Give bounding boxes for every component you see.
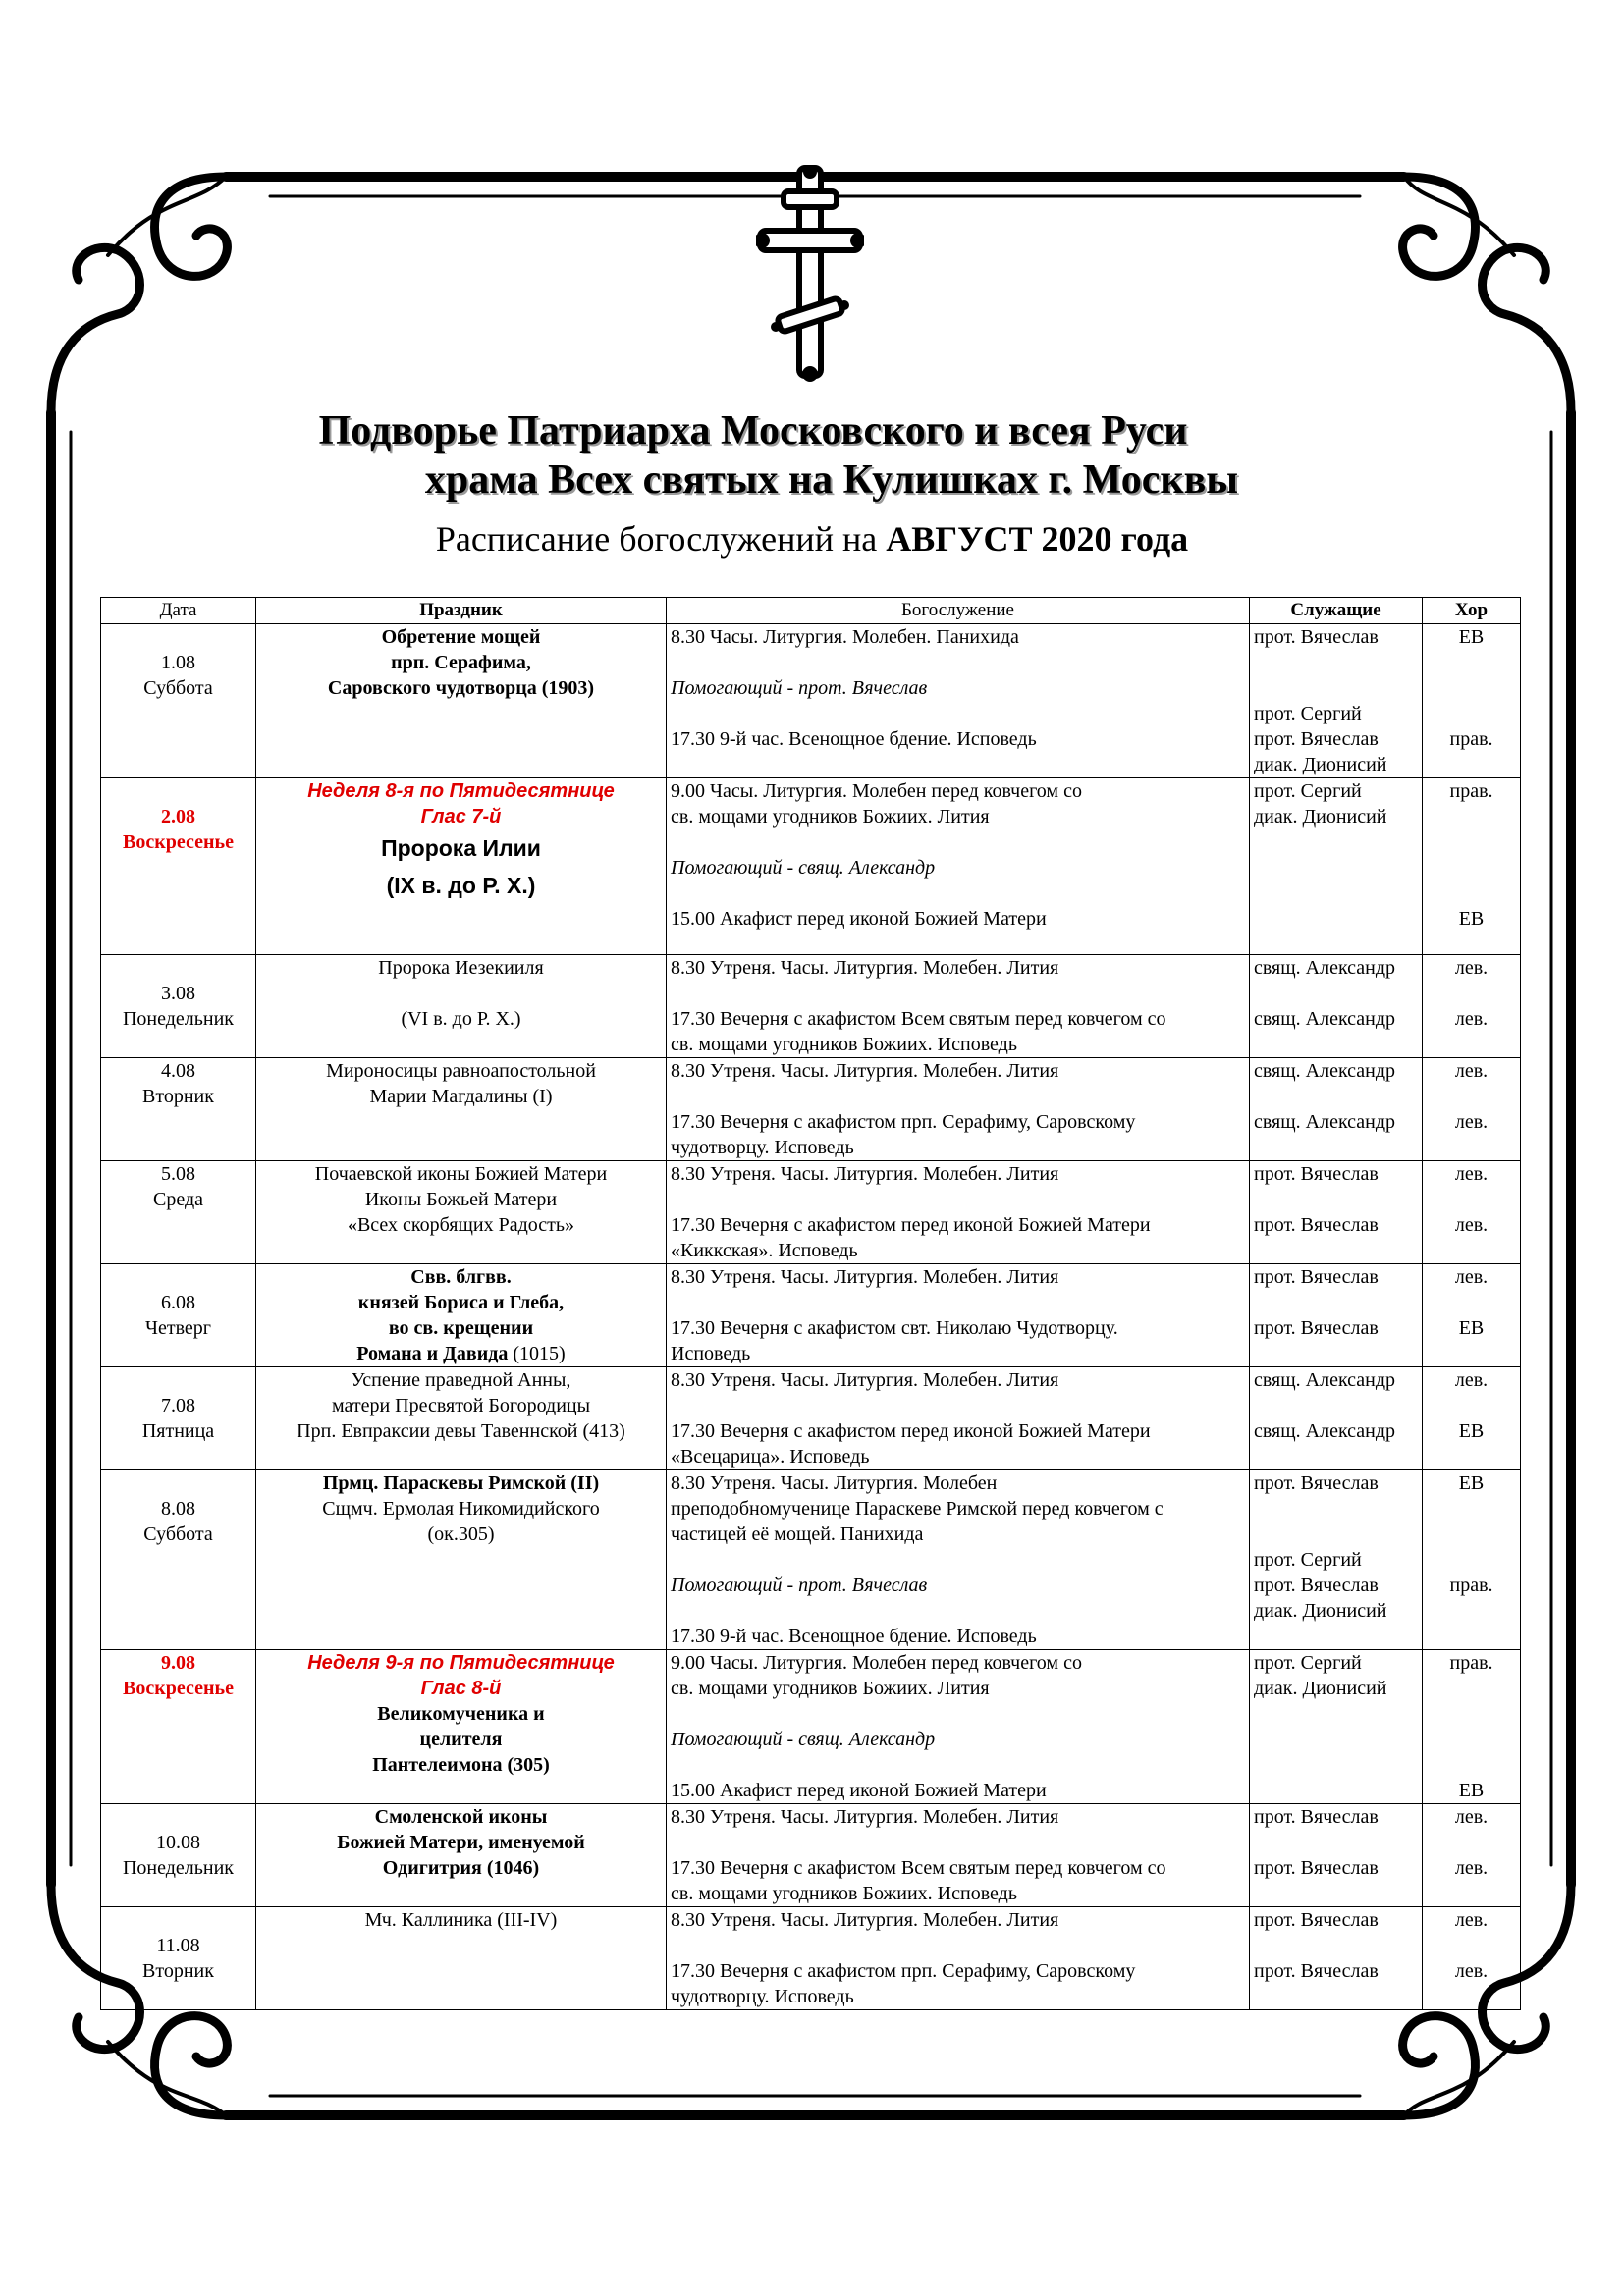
service-line: 17.30 Вечерня с акафистом Всем святым перед ковчегом со [671, 1857, 1166, 1879]
clergy-line: свящ. Александр [1254, 957, 1396, 979]
choir-line: лев. [1454, 1857, 1489, 1879]
clergy-line: прот. Сергий [1254, 780, 1362, 802]
service-line: 17.30 Вечерня с акафистом Всем святым перед ковчегом со [671, 1008, 1166, 1030]
cell-clergy [1250, 1470, 1423, 1650]
choir-line: прав. [1449, 780, 1493, 802]
date-value: 7.08 [161, 1395, 195, 1416]
choir-line: прав. [1449, 1652, 1493, 1674]
feast-line: (VI в. до Р. Х.) [401, 1008, 521, 1030]
service-line: св. мощами угодников Божиих. Исповедь [671, 1883, 1017, 1904]
choir-line: лев. [1454, 1111, 1489, 1133]
cell-date [101, 1161, 256, 1264]
clergy-line: свящ. Александр [1254, 1008, 1396, 1030]
date-value: 10.08 [156, 1832, 200, 1853]
choir-line [1427, 1676, 1516, 1701]
cell-services [667, 955, 1250, 1058]
cell-feast [256, 1058, 667, 1161]
choir-line: ЕВ [1458, 1780, 1485, 1801]
cell-services [667, 624, 1250, 778]
cell-services [667, 1161, 1250, 1264]
cell-feast [256, 778, 667, 955]
service-line: 17.30 Вечерня с акафистом перед иконой Божией Матери [671, 1214, 1151, 1236]
choir-line [1427, 804, 1516, 829]
spacer [260, 981, 662, 1006]
table-row [101, 624, 1521, 778]
clergy-line: прот. Вячеслав [1254, 1472, 1379, 1494]
subtitle-year: 2020 года [1041, 519, 1189, 559]
clergy-line: прот. Сергий [1254, 1549, 1362, 1571]
table-row [101, 778, 1521, 955]
choir-line [1427, 701, 1516, 726]
choir-line [1427, 1496, 1516, 1522]
feast-line: Одигитрия (1046) [382, 1857, 540, 1879]
spacer [105, 1367, 251, 1393]
service-line: «Киккская». Исповедь [671, 1240, 858, 1261]
choir-line [1427, 1933, 1516, 1958]
clergy-line [1254, 1522, 1418, 1547]
service-line: 9.00 Часы. Литургия. Молебен перед ковчегом со [671, 780, 1082, 802]
header-clergy: Служащие [1250, 598, 1423, 624]
feast-line: Смоленской иконы [374, 1806, 548, 1828]
page-title-line2: храма Всех святых на Кулишках г. Москвы [424, 457, 1239, 503]
service-line [671, 1830, 1245, 1855]
cell-clergy [1250, 1058, 1423, 1161]
cell-services [667, 1367, 1250, 1470]
clergy-line: прот. Вячеслав [1254, 1575, 1379, 1596]
choir-line: лев. [1454, 1266, 1489, 1288]
feast-line: Великомученика и [377, 1703, 545, 1725]
service-line: 9.00 Часы. Литургия. Молебен перед ковчегом со [671, 1652, 1082, 1674]
cell-services [667, 1907, 1250, 2010]
clergy-line [1254, 1290, 1418, 1315]
service-line: св. мощами угодников Божиих. Лития [671, 806, 990, 828]
cell-choir [1423, 1367, 1521, 1470]
cell-date [101, 1367, 256, 1470]
cell-feast [256, 1650, 667, 1804]
cell-feast [256, 1367, 667, 1470]
clergy-line [1254, 1830, 1418, 1855]
feast-line: Успение праведной Анны, [351, 1369, 571, 1391]
feast-line: Свв. блгвв. [410, 1266, 512, 1288]
cell-choir [1423, 778, 1521, 955]
cell-date [101, 624, 256, 778]
header-feast: Праздник [256, 598, 667, 624]
spacer [105, 955, 251, 981]
cell-feast [256, 1907, 667, 2010]
service-line: Помогающий - свящ. Александр [671, 857, 936, 879]
cell-date [101, 1470, 256, 1650]
choir-line [1427, 1752, 1516, 1778]
service-line [671, 1084, 1245, 1109]
feast-line: Романа и Давида [356, 1343, 514, 1364]
service-line: 8.30 Утреня. Часы. Литургия. Молебен. Лития [671, 957, 1059, 979]
schedule-body [101, 624, 1521, 2010]
clergy-line: свящ. Александр [1254, 1111, 1396, 1133]
clergy-line [1254, 1393, 1418, 1418]
weekday: Понедельник [122, 1008, 235, 1030]
cell-feast [256, 1804, 667, 1907]
choir-line: лев. [1454, 1060, 1489, 1082]
cell-clergy [1250, 1907, 1423, 2010]
cell-feast [256, 624, 667, 778]
spacer [105, 1907, 251, 1933]
feast-line: Пророка Илии [381, 835, 541, 861]
table-row [101, 1907, 1521, 2010]
cell-clergy [1250, 1161, 1423, 1264]
clergy-line: прот. Вячеслав [1254, 1317, 1379, 1339]
service-line: 8.30 Утреня. Часы. Литургия. Молебен [671, 1472, 998, 1494]
clergy-line: диак. Дионисий [1254, 1678, 1387, 1699]
cell-choir [1423, 1470, 1521, 1650]
table-row [101, 955, 1521, 1058]
cell-services [667, 1470, 1250, 1650]
feast-line: Мироносицы равноапостольной [326, 1060, 596, 1082]
table-header-row [101, 598, 1521, 624]
spacer [105, 778, 251, 804]
feast-red-line: Глас 7-й [420, 806, 502, 828]
clergy-line: диак. Дионисий [1254, 754, 1387, 775]
weekday: Понедельник [122, 1857, 235, 1879]
cell-date [101, 1264, 256, 1367]
date-value: 2.08 [161, 806, 195, 828]
cell-choir [1423, 624, 1521, 778]
spacer [105, 1804, 251, 1830]
date-value: 3.08 [161, 983, 195, 1004]
date-value: 5.08 [161, 1163, 195, 1185]
clergy-line: свящ. Александр [1254, 1369, 1396, 1391]
choir-line: лев. [1454, 1214, 1489, 1236]
service-line: 8.30 Утреня. Часы. Литургия. Молебен. Лития [671, 1163, 1059, 1185]
cell-feast [256, 1264, 667, 1367]
feast-line: (ок.305) [427, 1523, 495, 1545]
clergy-line: прот. Вячеслав [1254, 1960, 1379, 1982]
table-row [101, 1650, 1521, 1804]
clergy-line: прот. Вячеслав [1254, 626, 1379, 648]
feast-line: Почаевской иконы Божией Матери [314, 1163, 608, 1185]
service-line: 17.30 Вечерня с акафистом прп. Серафиму, Саровскому [671, 1960, 1136, 1982]
clergy-line [1254, 1496, 1418, 1522]
cell-clergy [1250, 1804, 1423, 1907]
table-row [101, 1470, 1521, 1650]
choir-line [1427, 1290, 1516, 1315]
choir-line [1427, 1084, 1516, 1109]
cell-date [101, 1058, 256, 1161]
service-line: 8.30 Утреня. Часы. Литургия. Молебен. Лития [671, 1909, 1059, 1931]
cell-clergy [1250, 1367, 1423, 1470]
page-title-line1: Подворье Патриарха Московского и всея Руси [318, 408, 1188, 454]
cell-choir [1423, 1058, 1521, 1161]
service-line: Помогающий - прот. Вячеслав [671, 677, 928, 699]
feast-line: матери Пресвятой Богородицы [331, 1395, 591, 1416]
feast-line: целителя [419, 1729, 503, 1750]
clergy-line: прот. Сергий [1254, 703, 1362, 724]
choir-line [1427, 1522, 1516, 1547]
cell-clergy [1250, 1264, 1423, 1367]
service-line [671, 1547, 1245, 1573]
weekday: Среда [152, 1189, 203, 1210]
cell-services [667, 778, 1250, 955]
feast-line: Прп. Евпраксии девы Тавеннской (413) [297, 1420, 625, 1442]
cell-choir [1423, 1804, 1521, 1907]
choir-line [1427, 1187, 1516, 1212]
choir-line: ЕВ [1458, 1317, 1485, 1339]
choir-line [1427, 675, 1516, 701]
feast-line-with-year [260, 1341, 662, 1366]
table-row [101, 1161, 1521, 1264]
weekday: Пятница [141, 1420, 215, 1442]
service-line: 8.30 Утреня. Часы. Литургия. Молебен. Лития [671, 1369, 1059, 1391]
choir-line: ЕВ [1458, 1420, 1485, 1442]
choir-line: лев. [1454, 957, 1489, 979]
cell-choir [1423, 1264, 1521, 1367]
date-value: 11.08 [156, 1935, 200, 1956]
service-line [671, 1290, 1245, 1315]
service-line: св. мощами угодников Божиих. Лития [671, 1678, 990, 1699]
cell-clergy [1250, 778, 1423, 955]
clergy-line: прот. Сергий [1254, 1652, 1362, 1674]
feast-line: князей Бориса и Глеба, [357, 1292, 565, 1313]
choir-line [1427, 1547, 1516, 1573]
feast-line: Пантелеимона (305) [372, 1754, 550, 1776]
orthodox-cross-icon [756, 162, 864, 383]
cell-feast [256, 1161, 667, 1264]
service-line [671, 1752, 1245, 1778]
service-line: Помогающий - прот. Вячеслав [671, 1575, 928, 1596]
clergy-line: прот. Вячеслав [1254, 1857, 1379, 1879]
clergy-line: прот. Вячеслав [1254, 1266, 1379, 1288]
clergy-line [1254, 650, 1418, 675]
service-line: 17.30 Вечерня с акафистом перед иконой Божией Матери [671, 1420, 1151, 1442]
service-line: св. мощами угодников Божиих. Исповедь [671, 1034, 1017, 1055]
clergy-line: свящ. Александр [1254, 1060, 1396, 1082]
feast-line: во св. крещении [388, 1317, 534, 1339]
clergy-line: прот. Вячеслав [1254, 1909, 1379, 1931]
choir-line: лев. [1454, 1008, 1489, 1030]
choir-line: ЕВ [1458, 1472, 1485, 1494]
clergy-line: диак. Дионисий [1254, 1600, 1387, 1622]
table-row [101, 1058, 1521, 1161]
header-services: Богослужение [667, 598, 1250, 624]
cell-feast [256, 1470, 667, 1650]
cell-services [667, 1264, 1250, 1367]
choir-line: ЕВ [1458, 908, 1485, 930]
feast-bold-line: Прмц. Параскевы Римской (II) [322, 1472, 600, 1494]
service-line [671, 701, 1245, 726]
clergy-line: свящ. Александр [1254, 1420, 1396, 1442]
service-line [671, 1701, 1245, 1727]
cell-date [101, 955, 256, 1058]
service-line: чудотворцу. Исповедь [671, 1137, 854, 1158]
weekday: Суббота [143, 677, 213, 699]
weekday: Четверг [144, 1317, 212, 1339]
choir-line [1427, 1727, 1516, 1752]
subtitle-prefix: Расписание богослужений на [435, 519, 878, 559]
feast-red-line: Неделя 9-я по Пятидесятнице [307, 1652, 615, 1674]
feast-line: Мч. Каллиника (III-IV) [364, 1909, 558, 1931]
clergy-line: прот. Вячеслав [1254, 1214, 1379, 1236]
service-line [671, 1187, 1245, 1212]
choir-line [1427, 650, 1516, 675]
feast-line: Иконы Божьей Матери [364, 1189, 558, 1210]
feast-line: Марии Магдалины (I) [369, 1086, 553, 1107]
page-subtitle [0, 518, 1624, 560]
choir-line: лев. [1454, 1369, 1489, 1391]
choir-line: прав. [1449, 1575, 1493, 1596]
feast-line: Пророка Иезекииля [378, 957, 544, 979]
cell-choir [1423, 1650, 1521, 1804]
spacer [105, 624, 251, 650]
weekday: Воскресенье [123, 1678, 234, 1699]
spacer [105, 1470, 251, 1496]
cell-services [667, 1804, 1250, 1907]
spacer [105, 1264, 251, 1290]
service-line: частицей её мощей. Панихида [671, 1523, 924, 1545]
service-line: 17.30 9-й час. Всенощное бдение. Исповедь [671, 1626, 1037, 1647]
feast-year: (1015) [513, 1343, 566, 1364]
cell-date [101, 1650, 256, 1804]
service-line: 15.00 Акафист перед иконой Божией Матери [671, 908, 1047, 930]
feast-line: Сщмч. Ермолая Никомидийского [322, 1498, 600, 1520]
cell-date [101, 1907, 256, 2010]
cell-choir [1423, 1907, 1521, 2010]
service-line [671, 1393, 1245, 1418]
table-row [101, 1264, 1521, 1367]
weekday: Воскресенье [123, 831, 234, 853]
table-row [101, 1367, 1521, 1470]
subtitle-month: АВГУСТ [886, 519, 1033, 559]
clergy-line [1254, 1187, 1418, 1212]
service-line: 15.00 Акафист перед иконой Божией Матери [671, 1780, 1047, 1801]
feast-line: Божией Матери, именуемой [337, 1832, 585, 1853]
service-line: 8.30 Утреня. Часы. Литургия. Молебен. Лития [671, 1266, 1059, 1288]
choir-line [1427, 855, 1516, 881]
feast-line: Обретение мощей [381, 626, 541, 648]
feast-line: (IX в. до Р. Х.) [386, 873, 536, 898]
header-choir: Хор [1423, 598, 1521, 624]
cell-date [101, 1804, 256, 1907]
cell-choir [1423, 1161, 1521, 1264]
service-line: «Всецарица». Исповедь [671, 1446, 870, 1468]
cell-services [667, 1058, 1250, 1161]
service-line: чудотворцу. Исповедь [671, 1986, 854, 2007]
service-line: преподобномученице Параскеве Римской перед ковчегом с [671, 1498, 1164, 1520]
cell-clergy [1250, 955, 1423, 1058]
cell-clergy [1250, 624, 1423, 778]
clergy-line [1254, 981, 1418, 1006]
cell-choir [1423, 955, 1521, 1058]
service-line: Помогающий - свящ. Александр [671, 1729, 936, 1750]
feast-line: Саровского чудотворца (1903) [327, 677, 595, 699]
choir-line: прав. [1449, 728, 1493, 750]
cell-date [101, 778, 256, 955]
service-line [671, 881, 1245, 906]
clergy-line: диак. Дионисий [1254, 806, 1387, 828]
service-line: 17.30 Вечерня с акафистом прп. Серафиму, Саровскому [671, 1111, 1136, 1133]
service-line [671, 1598, 1245, 1624]
weekday: Суббота [143, 1523, 213, 1545]
cell-clergy [1250, 1650, 1423, 1804]
cell-feast [256, 955, 667, 1058]
date-value: 1.08 [161, 652, 195, 673]
schedule-table [100, 597, 1521, 2010]
service-line: 17.30 9-й час. Всенощное бдение. Исповедь [671, 728, 1037, 750]
weekday: Вторник [142, 1086, 214, 1107]
choir-line [1427, 829, 1516, 855]
service-line [671, 981, 1245, 1006]
clergy-line [1254, 675, 1418, 701]
choir-line [1427, 1830, 1516, 1855]
feast-line: прп. Серафима, [391, 652, 531, 673]
service-line [671, 1933, 1245, 1958]
service-line: 8.30 Утреня. Часы. Литургия. Молебен. Лития [671, 1806, 1059, 1828]
feast-red-line: Неделя 8-я по Пятидесятнице [307, 780, 615, 802]
choir-line: лев. [1454, 1909, 1489, 1931]
choir-line [1427, 881, 1516, 906]
choir-line [1427, 981, 1516, 1006]
service-line: 8.30 Часы. Литургия. Молебен. Панихида [671, 626, 1019, 648]
date-value: 8.08 [161, 1498, 195, 1520]
date-value: 9.08 [161, 1652, 195, 1674]
clergy-line [1254, 1084, 1418, 1109]
clergy-line [1254, 1933, 1418, 1958]
clergy-line: прот. Вячеслав [1254, 1806, 1379, 1828]
header-date: Дата [101, 598, 256, 624]
date-value: 4.08 [161, 1060, 195, 1082]
choir-line: ЕВ [1458, 626, 1485, 648]
cell-services [667, 1650, 1250, 1804]
date-value: 6.08 [161, 1292, 195, 1313]
choir-line [1427, 1701, 1516, 1727]
feast-line: «Всех скорбящих Радость» [347, 1214, 575, 1236]
weekday: Вторник [142, 1960, 214, 1982]
service-line: Исповедь [671, 1343, 751, 1364]
service-line: 17.30 Вечерня с акафистом свт. Николаю Чудотворцу. [671, 1317, 1118, 1339]
choir-line [1427, 1393, 1516, 1418]
feast-red-line: Глас 8-й [420, 1678, 502, 1699]
service-line: 8.30 Утреня. Часы. Литургия. Молебен. Лития [671, 1060, 1059, 1082]
table-row [101, 1804, 1521, 1907]
service-line [671, 829, 1245, 855]
choir-line: лев. [1454, 1960, 1489, 1982]
choir-line: лев. [1454, 1163, 1489, 1185]
choir-line: лев. [1454, 1806, 1489, 1828]
clergy-line: прот. Вячеслав [1254, 1163, 1379, 1185]
clergy-line: прот. Вячеслав [1254, 728, 1379, 750]
service-line [671, 650, 1245, 675]
